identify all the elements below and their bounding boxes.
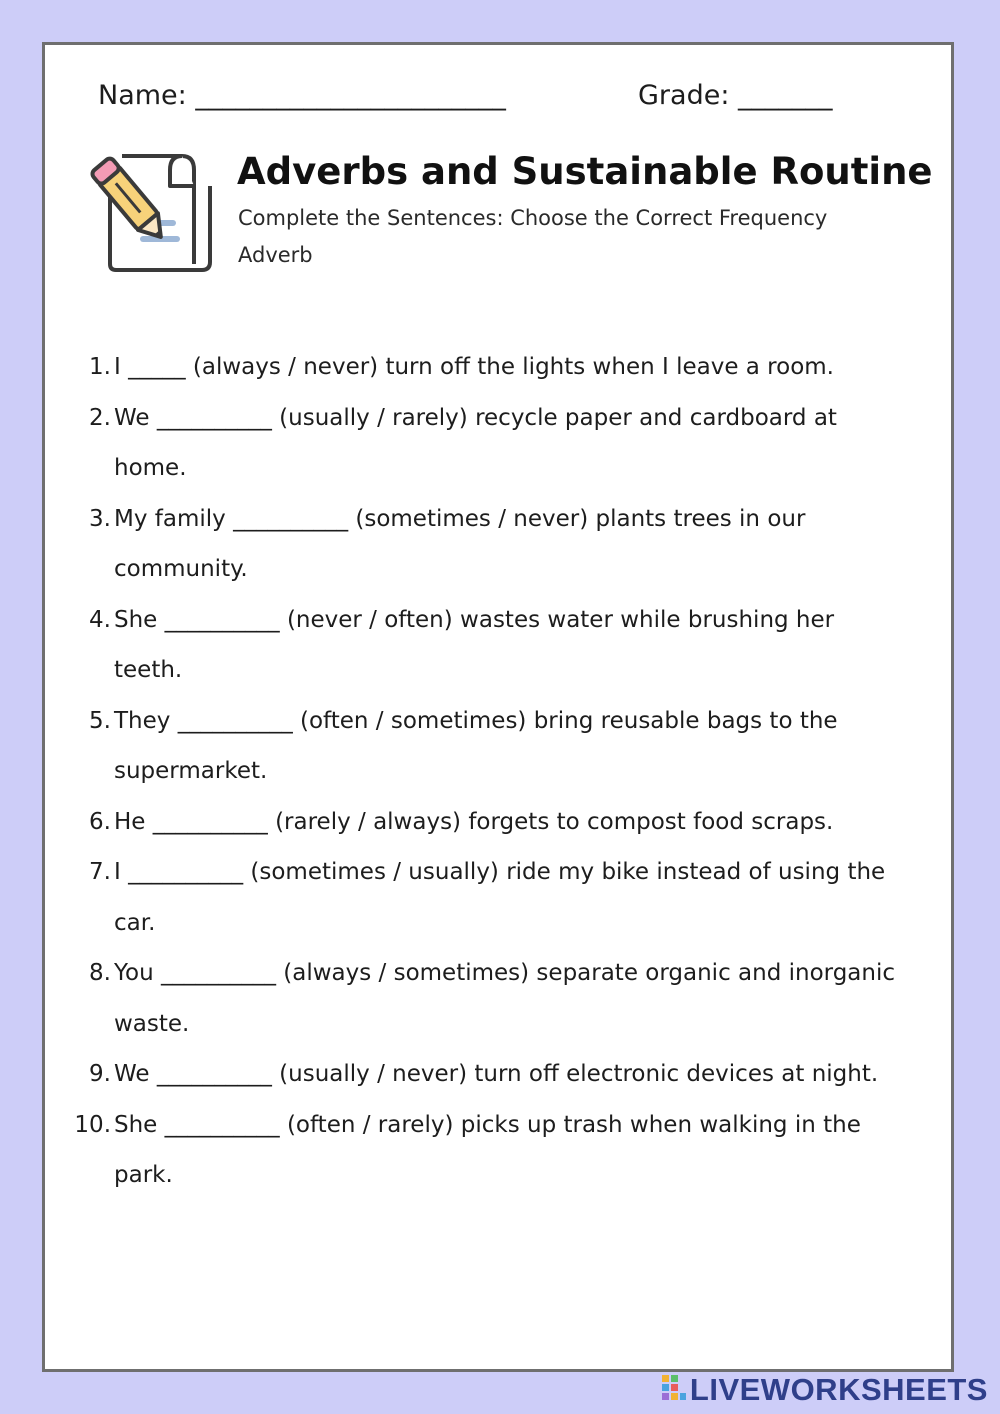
- question-number: 7.: [89, 859, 111, 885]
- question-text: You __________ (always / sometimes) separate organic and inorganic waste.: [114, 960, 896, 1037]
- question-text: They __________ (often / sometimes) bring reusable bags to the supermarket.: [114, 707, 838, 784]
- brand-name: LIVEWORKSHEETS: [689, 1372, 988, 1407]
- question-list: [0, 342, 1000, 1201]
- question-text: I __________ (sometimes / usually) ride my bike instead of using the car.: [114, 859, 886, 936]
- question-text: We __________ (usually / never) turn off electronic devices at night.: [114, 1061, 879, 1087]
- question-text: She __________ (never / often) wastes water while brushing her teeth.: [114, 606, 835, 683]
- question-number: 2.: [89, 404, 111, 431]
- question-item: [0, 494, 904, 595]
- question-number: 4.: [89, 606, 111, 633]
- question-number: 1.: [89, 354, 111, 380]
- question-item: [0, 393, 904, 494]
- question-item: [0, 1100, 904, 1201]
- question-item: [0, 948, 904, 1049]
- liveworksheets-brand[interactable]: [661, 1372, 988, 1408]
- pencil-document-icon: [82, 146, 217, 274]
- question-text: He __________ (rarely / always) forgets to compost food scraps.: [114, 808, 834, 835]
- worksheet-title: Adverbs and Sustainable Routine: [237, 150, 933, 193]
- question-item: [0, 595, 904, 696]
- question-item: [0, 696, 904, 797]
- question-item: [0, 1049, 904, 1100]
- question-number: 10.: [74, 1111, 111, 1138]
- question-number: 8.: [89, 960, 111, 986]
- question-text: She __________ (often / rarely) picks up trash when walking in the park.: [114, 1111, 861, 1188]
- question-text: We __________ (usually / rarely) recycle paper and cardboard at home.: [114, 404, 837, 481]
- question-item: [0, 342, 914, 393]
- question-text: My family __________ (sometimes / never) plants trees in our community.: [114, 505, 806, 582]
- name-field: Name: _______________________: [98, 80, 506, 111]
- liveworksheets-logo-icon: [661, 1373, 687, 1407]
- question-text: I _____ (always / never) turn off the lights when I leave a room.: [114, 354, 834, 380]
- question-number: 6.: [89, 808, 111, 835]
- question-item: [0, 847, 904, 948]
- question-number: 3.: [89, 505, 111, 532]
- worksheet-subtitle: Complete the Sentences: Choose the Correct Frequency Adverb: [238, 206, 828, 267]
- question-number: 5.: [89, 707, 111, 734]
- question-item: [0, 797, 904, 848]
- grade-field: Grade: _______: [638, 80, 833, 111]
- question-number: 9.: [89, 1061, 111, 1087]
